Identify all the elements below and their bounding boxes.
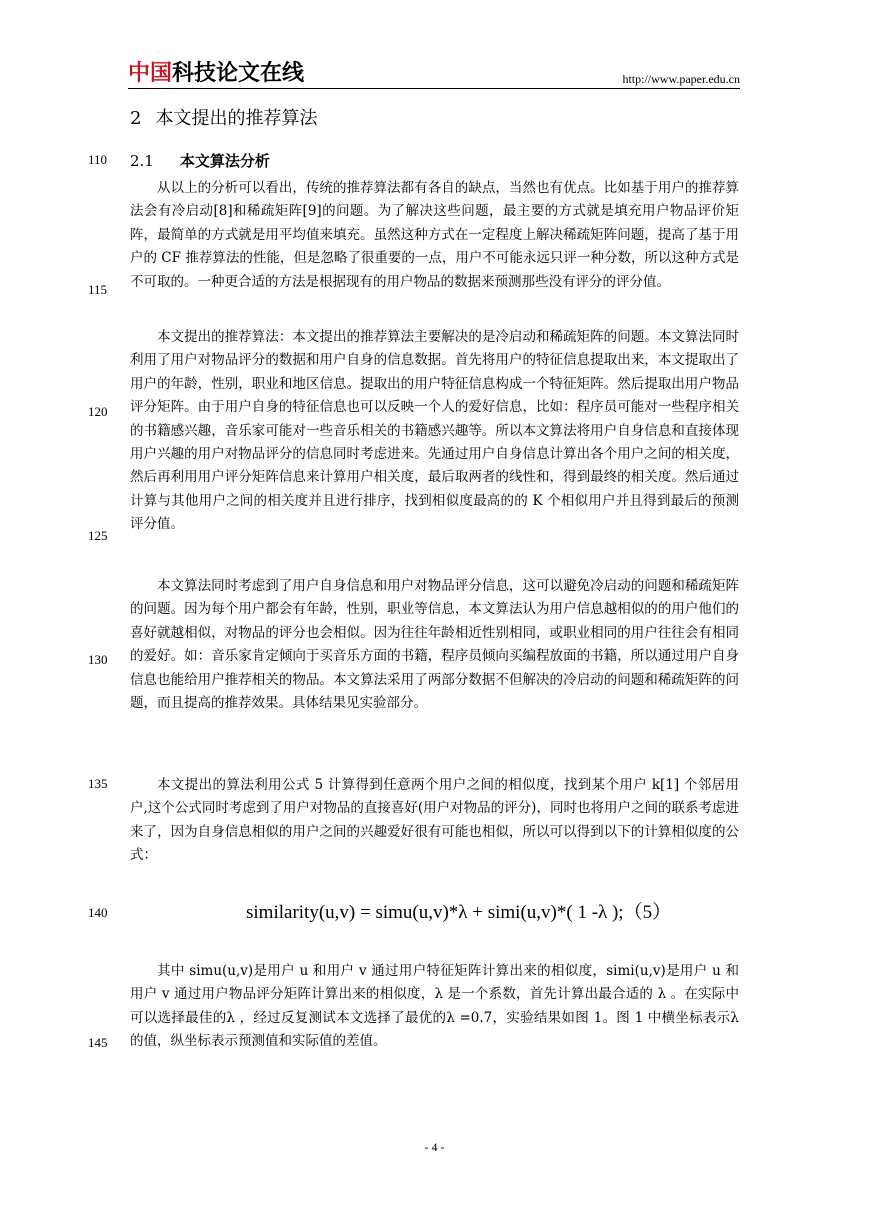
section-heading xyxy=(130,108,317,130)
header-url: http://www.paper.edu.cn xyxy=(622,72,740,86)
page-number: - 4 - xyxy=(424,1140,445,1154)
paragraph: 从以上的分析可以看出，传统的推荐算法都有各自的缺点，当然也有优点。比如基于用户的推荐算法会有冷启动[8]和稀疏矩阵[9]的问题。为了解决这些问题，最主要的方式就是填充用户物品评价矩阵，最简单的方式就是用平均值来填充。虽然这种方式在一定程度上解决稀疏矩阵问题，提高了基于用户的 CF 推荐算法的性能，但是忽略了很重要的一点，用户不可能永远只评一种分数，所以这种方式是不可取的。一种更合适的方法是根据现有的用户物品的数据来预测那些没有评分的评分值。 xyxy=(130,180,739,290)
line-number: 130 xyxy=(88,652,108,667)
line-number: 135 xyxy=(88,776,108,791)
line-number: 110 xyxy=(88,152,108,167)
header-rule xyxy=(128,88,740,89)
subsection-title: 本文算法分析 xyxy=(179,152,270,170)
section-number: 2 xyxy=(130,108,142,129)
logo-red-text: 中国 xyxy=(128,61,173,86)
line-number: 140 xyxy=(88,905,108,920)
paragraph: 本文提出的推荐算法：本文提出的推荐算法主要解决的是冷启动和稀疏矩阵的问题。本文算法同时利用了用户对物品评分的数据和用户自身的信息数据。首先将用户的特征信息提取出来，本文提取出了用户的年龄，性别，职业和地区信息。提取出的用户特征信息构成一个特征矩阵。然后提取出用户物品评分矩阵。由于用户自身的特征信息也可以反映一个人的爱好信息，比如：程序员可能对一些程序相关的书籍感兴趣，音乐家可能对一些音乐相关的书籍感兴趣等。所以本文算法将用户自身信息和直接体现用户兴趣的用户对物品评分的信息同时考虑进来。先通过用户自身信息计算出各个用户之间的相关度，然后再利用用户评分矩阵信息来计算用户相关度，最后取两者的线性和，得到最终的相关度。然后通过计算与其他用户之间的相关度并且进行排序，找到相似度最高的的 K 个相似用户并且得到最后的预测评分值。 xyxy=(130,329,739,533)
page-header xyxy=(128,62,740,92)
paragraph: 其中 simu(u,v)是用户 u 和用户 v 通过用户特征矩阵计算出来的相似度，simi(u,v)是用户 u 和用户 v 通过用户物品评分矩阵计算出来的相似度，λ 是一个系数，首先计算出最合适的 λ 。在实际中可以选择最佳的λ ，经过反复测试本文选择了最优的λ =0.7，实验结果如图 1。图 1 中横坐标表示λ 的值，纵坐标表示预测值和实际值的差值。 xyxy=(130,963,739,1050)
subsection-heading xyxy=(130,150,270,172)
line-number: 115 xyxy=(88,282,108,297)
line-number: 125 xyxy=(88,528,108,543)
line-number: 120 xyxy=(88,404,108,419)
paragraph: 本文提出的算法利用公式 5 计算得到任意两个用户之间的相似度，找到某个用户 k[1] 个邻居用户,这个公式同时考虑到了用户对物品的直接喜好(用户对物品的评分)，同时也将用户之间的联系考虑进来了，因为自身信息相似的用户之间的兴趣爱好很有可能也相似，所以可以得到以下的计算相似度的公式： xyxy=(130,777,739,864)
subsection-number: 2.1 xyxy=(130,152,154,170)
line-number: 145 xyxy=(88,1035,108,1050)
paragraph: 本文算法同时考虑到了用户自身信息和用户对物品评分信息，这可以避免冷启动的问题和稀疏矩阵的问题。因为每个用户都会有年龄，性别，职业等信息，本文算法认为用户信息越相似的的用户他们的喜好就越相似，对物品的评分也会相似。因为往往年龄相近性别相同，或职业相同的用户往往会有相同的爱好。如：音乐家肯定倾向于买音乐方面的书籍，程序员倾向买编程放面的书籍，所以通过用户自身信息也能给用户推荐相关的物品。本文算法采用了两部分数据不但解决的冷启动的问题和稀疏矩阵的问题，而且提高的推荐效果。具体结果见实验部分。 xyxy=(130,578,739,712)
journal-logo xyxy=(128,62,304,86)
section-title: 本文提出的推荐算法 xyxy=(155,108,318,129)
similarity-formula: similarity(u,v) = simu(u,v)*λ + simi(u,v)*( 1 -λ );（5） xyxy=(246,902,672,923)
logo-black-text: 科技论文在线 xyxy=(172,61,305,86)
